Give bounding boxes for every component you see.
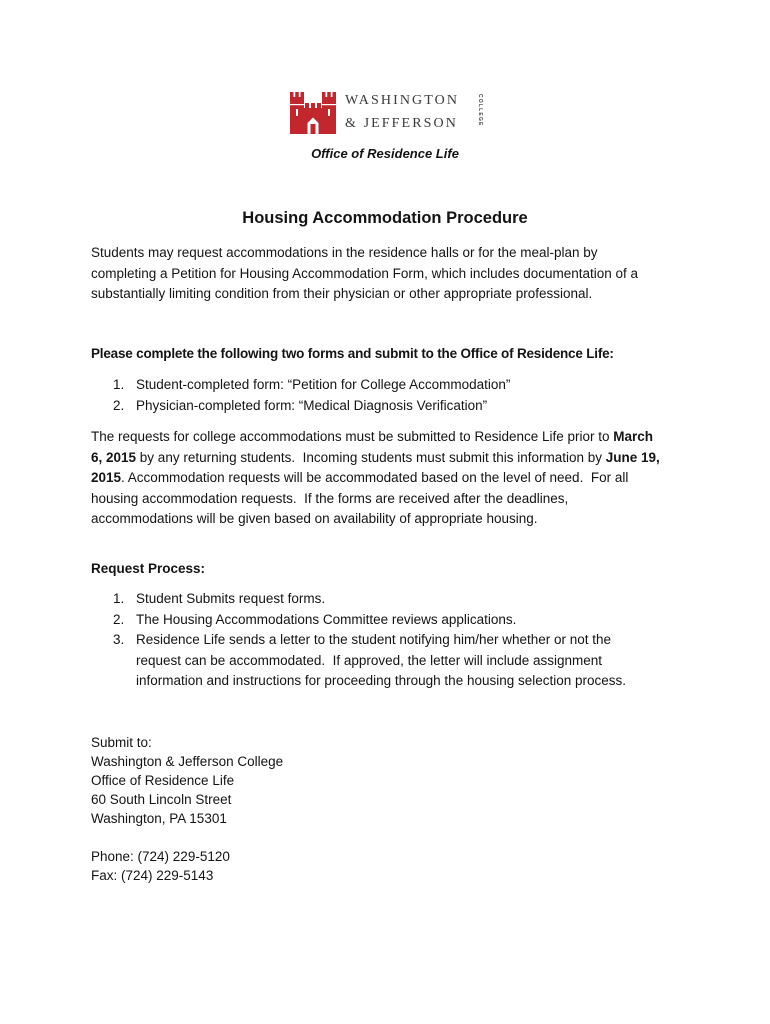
address-line: Office of Residence Life [91,773,235,788]
list-item [113,610,626,631]
logo-wordmark-vertical: COLLEGE [477,94,483,127]
address-line: Submit to: [91,735,152,750]
address-line: Washington, PA 15301 [91,811,227,826]
paragraph-line: completing a Petition for Housing Accommodation Form, which includes documentation of a [91,265,639,281]
address-line: Washington & Jefferson College [91,754,284,769]
list-text: Physician-completed form: “Medical Diagnosis Verification” [136,397,488,413]
office-subtitle: Office of Residence Life [311,146,459,161]
list-number: 2. [113,611,125,627]
list-number: 3. [113,632,125,647]
deadlines-paragraph [91,427,660,530]
address-line: 60 South Lincoln Street [91,792,232,807]
page-title: Housing Accommodation Procedure [242,209,528,227]
text-segment: . Accommodation requests will be accommodated based on the level of need. For all [121,470,629,485]
bold-date: 6, 2015 [91,449,137,465]
bold-date: 2015 [91,470,122,485]
request-process-heading: Request Process: [91,561,206,576]
list-text-line: Student Submits request forms. [136,591,326,606]
paragraph-line [91,468,660,489]
text-segment: accommodations will be given based on availability of appropriate housing. [91,511,538,526]
list-number: 1. [113,377,125,392]
bold-date: June 19, [605,449,660,465]
bold-date: March [613,429,654,444]
contact-info [91,847,230,885]
list-text-line: information and instructions for proceeding through the housing selection process. [136,673,627,688]
paragraph-line [91,509,660,530]
request-process-list [113,589,626,692]
list-text [136,589,325,610]
list-text-line: request can be accommodated. If approved, the letter will include assignment [136,652,603,668]
list-item [113,375,510,396]
text-segment: The requests for college accommodations must be submitted to Residence Life prior to [91,429,614,444]
fax-number: Fax: (724) 229-5143 [91,868,214,883]
text-segment: by any returning students. Incoming students must submit this information by [136,449,606,465]
logo-wordmark-line2: & JEFFERSON [345,116,458,131]
logo-wordmark-line1: WASHINGTON [345,93,460,108]
phone-number: Phone: (724) 229-5120 [91,849,230,864]
intro-paragraph [91,243,638,305]
list-text [136,610,516,631]
list-number: 1. [113,591,125,606]
paragraph-line: Students may request accommodations in the residence halls or for the meal-plan by [91,245,598,260]
list-item [113,589,626,610]
paragraph-line [91,448,660,469]
paragraph-line [91,489,660,510]
castle-icon [290,92,336,134]
forms-list [113,375,510,416]
forms-heading: Please complete the following two forms and submit to the Office of Residence Life: [91,346,614,361]
list-text [136,630,626,692]
list-text-line: The Housing Accommodations Committee reviews applications. [136,611,517,627]
text-segment: housing accommodation requests. If the forms are received after the deadlines, [91,490,569,506]
paragraph-line [91,427,660,448]
paragraph-line: substantially limiting condition from their physician or other appropriate professional. [91,286,593,301]
list-item [113,630,626,692]
list-text-line: Residence Life sends a letter to the student notifying him/her whether or not the [136,632,612,647]
list-text: Student-completed form: “Petition for College Accommodation” [136,377,511,392]
submit-address [91,733,283,828]
list-number: 2. [113,397,125,413]
list-item [113,396,510,417]
college-logo [290,90,490,134]
